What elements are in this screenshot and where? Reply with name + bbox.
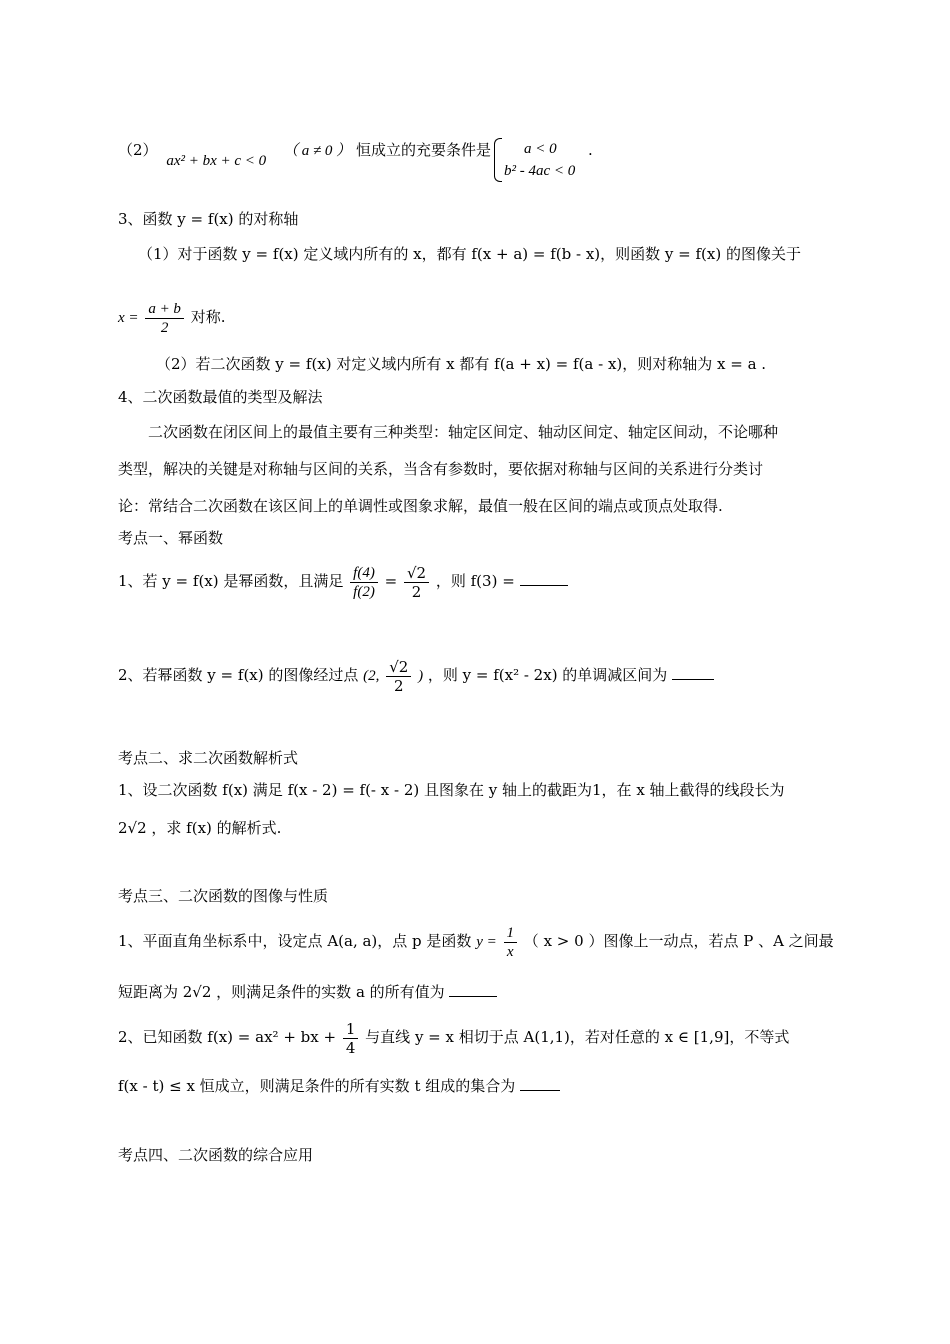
q1-equals: = [384, 572, 398, 590]
question-3-line-2: 2√2 ，求 f(x) 的解析式. [118, 819, 282, 837]
q5-text-a: 2、已知函数 f(x) = ax² + bx + [118, 1028, 337, 1046]
axis-fraction [145, 300, 184, 337]
question-4-line-1 [118, 920, 834, 963]
q2-point-right: ) [418, 668, 424, 684]
axis-text: 对称. [190, 308, 226, 326]
section-heading-4: 4、二次函数最值的类型及解法 [118, 388, 323, 406]
axis-lhs: x = [118, 310, 139, 326]
condition-system [494, 138, 575, 182]
topic-3-heading: 考点三、二次函数的图像与性质 [118, 887, 329, 905]
q4-text-a: 1、平面直角坐标系中，设定点 A(a, a)，点 p 是函数 [118, 932, 472, 950]
topic-4-heading: 考点四、二次函数的综合应用 [118, 1146, 314, 1164]
axis-denominator: 2 [160, 319, 169, 336]
condition-line [118, 140, 491, 169]
q1-numerator: f(4) [350, 564, 378, 583]
q1-numerator-2: √2 [404, 564, 429, 583]
q2-text-b: ，则 y = f(x² - 2x) 的单调减区间为 [427, 666, 668, 684]
paragraph-4-1: 二次函数在闭区间上的最值主要有三种类型：轴定区间定、轴动区间定、轴定区间动，不论哪种 [148, 423, 779, 441]
q2-numerator: √2 [386, 658, 411, 677]
q4-denominator: x [506, 943, 514, 960]
q4-numerator: 1 [504, 924, 518, 943]
q5-numerator: 1 [343, 1020, 359, 1039]
topic-1-heading: 考点一、幂函数 [118, 529, 224, 547]
brace-icon [494, 138, 502, 182]
axis-formula-line [118, 296, 226, 339]
q5-text-2: f(x - t) ≤ x 恒成立，则满足条件的所有实数 t 组成的集合为 [118, 1077, 516, 1095]
axis-numerator: a + b [145, 300, 184, 319]
condition-text: 恒成立的充要条件是 [355, 141, 491, 159]
answer-blank-4[interactable] [520, 1076, 560, 1091]
system-row-2: b² - 4ac < 0 [504, 163, 576, 179]
question-4-line-2 [118, 982, 497, 1002]
condition-end: . [588, 141, 593, 159]
question-5-line-2 [118, 1076, 560, 1096]
answer-blank-3[interactable] [449, 982, 497, 997]
paragraph-4-2: 类型，解决的关键是对称轴与区间的关系，当含有参数时，要依据对称轴与区间的关系进行分类讨 [118, 460, 764, 478]
system-row-1: a < 0 [524, 141, 557, 157]
q1-fraction [350, 564, 378, 601]
topic-2-heading: 考点二、求二次函数解析式 [118, 749, 299, 767]
answer-blank-2[interactable] [672, 665, 714, 680]
question-2 [118, 654, 714, 697]
q1-denominator-2: 2 [411, 582, 422, 601]
q4-lhs: y = [476, 934, 497, 950]
q2-fraction [386, 658, 411, 695]
q4-text-2: 短距离为 2√2 ，则满足条件的实数 a 的所有值为 [118, 983, 445, 1001]
answer-blank-1[interactable] [520, 571, 568, 586]
q1-fraction-2 [404, 564, 429, 601]
q2-denominator: 2 [393, 676, 404, 695]
q5-text-b: 与直线 y = x 相切于点 A(1,1)，若对任意的 x ∈ [1,9]，不等式 [365, 1028, 790, 1046]
inequality-expr: ax² + bx + c < 0 [166, 153, 267, 169]
section-heading-3: 3、函数 y = f(x) 的对称轴 [118, 210, 299, 228]
question-5-line-1 [118, 1016, 789, 1058]
q4-fraction [504, 924, 518, 961]
q5-fraction [343, 1020, 359, 1057]
q2-point-left: (2, [363, 668, 380, 684]
nonzero-condition: （ a ≠ 0 ） [282, 143, 352, 159]
paragraph-3-1: （1）对于函数 y = f(x) 定义域内所有的 x，都有 f(x + a) = f(b - x)，则函数 y = f(x) 的图像关于 [138, 245, 801, 263]
question-3-line-1: 1、设二次函数 f(x) 满足 f(x - 2) = f(- x - 2) 且图象在 y 轴上的截距为1，在 x 轴上截得的线段长为 [118, 781, 785, 799]
q1-text-a: 1、若 y = f(x) 是幂函数，且满足 [118, 572, 344, 590]
item-prefix: （2） [118, 141, 158, 159]
q4-text-b: （ x > 0 ）图像上一动点，若点 P 、A 之间最 [523, 932, 834, 950]
q1-text-b: ，则 f(3) = [435, 572, 515, 590]
q2-text-a: 2、若幂函数 y = f(x) 的图像经过点 [118, 666, 359, 684]
question-1 [118, 560, 568, 602]
paragraph-4-3: 论：常结合二次函数在该区间上的单调性或图象求解，最值一般在区间的端点或顶点处取得. [118, 497, 723, 515]
paragraph-3-2: （2）若二次函数 y = f(x) 对定义域内所有 x 都有 f(a + x) = f(a - x)，则对称轴为 x = a . [156, 355, 767, 373]
q5-denominator: 4 [345, 1038, 356, 1057]
q1-denominator: f(2) [353, 583, 375, 600]
